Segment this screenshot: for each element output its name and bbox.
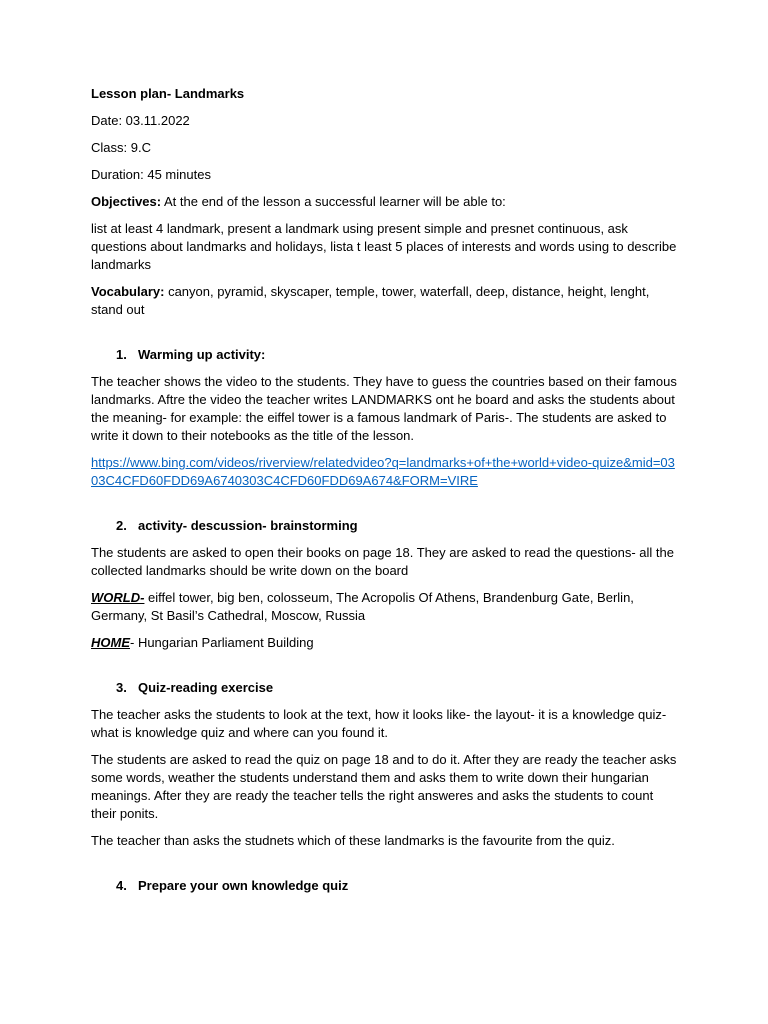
vocabulary-label: Vocabulary: [91,284,165,299]
section-number: 4. [116,878,127,893]
vocabulary-paragraph [91,283,681,319]
section-heading-3 [91,679,681,697]
vocabulary-text: canyon, pyramid, skyscaper, temple, tower, waterfall, deep, distance, height, lenght, stand out [91,284,650,317]
section-number: 1. [116,347,127,362]
lesson-class: Class: 9.C [91,140,151,155]
home-landmarks [91,634,681,652]
video-link-paragraph [91,454,681,490]
section-heading-1 [91,346,681,364]
section-number: 3. [116,680,127,695]
objectives-text: At the end of the lesson a successful learner will be able to: [161,194,506,209]
world-landmarks [91,589,681,625]
section-3-paragraph: The teacher than asks the studnets which of these landmarks is the favourite from the quiz. [91,833,615,848]
spacer [91,499,681,517]
section-heading-2 [91,517,681,535]
world-text: eiffel tower, big ben, colosseum, The Acropolis Of Athens, Brandenburg Gate, Berlin, Germany, St Basil’s Cathedral, Moscow, Russia [91,590,634,623]
world-label: WORLD- [91,590,145,605]
section-number: 2. [116,518,127,533]
lesson-date: Date: 03.11.2022 [91,113,190,128]
section-title: Prepare your own knowledge quiz [138,878,349,893]
section-title: Quiz-reading exercise [138,680,274,695]
spacer [91,661,681,679]
section-3-paragraph: The teacher asks the students to look at the text, how it looks like- the layout- it is a knowledge quiz- what is knowledge quiz and where can you found it. [91,707,667,740]
section-title: activity- descussion- brainstorming [138,518,358,533]
home-text: - Hungarian Parliament Building [130,635,314,650]
section-3-paragraph: The students are asked to read the quiz on page 18 and to do it. After they are ready the teacher asks some words, weather the students understand them and asks them to write down their hungarian meanings. After they are ready the teacher tells the right answeres and asks the students to count their ponits. [91,752,677,821]
document-page [91,85,681,904]
document-title: Lesson plan- Landmarks [91,86,245,101]
spacer [91,859,681,877]
section-2-paragraph: The students are asked to open their books on page 18. They are asked to read the questions- all the collected landmarks should be write down on the board [91,545,674,578]
section-heading-4 [91,877,681,895]
section-title: Warming up activity: [138,347,266,362]
objectives-label: Objectives: [91,194,162,209]
objectives-paragraph [91,193,681,211]
home-label: HOME [91,635,130,650]
video-link[interactable]: https://www.bing.com/videos/riverview/relatedvideo?q=landmarks+of+the+world+video-quize&mid=0303C4CFD60FDD69A6740303C4CFD60FDD69A674&FORM=VIRE [91,455,675,488]
objectives-details: list at least 4 landmark, present a landmark using present simple and presnet continuous, ask questions about landmarks and holidays, lista t least 5 places of interests and words using to describe landmarks [91,221,677,272]
spacer [91,328,681,346]
section-1-paragraph: The teacher shows the video to the students. They have to guess the countries based on their famous landmarks. Aftre the video the teacher writes LANDMARKS ont he board and asks the students about the meaning- for example: the eiffel tower is a famous landmark of Paris-. The students are asked to write it down to their notebooks as the title of the lesson. [91,374,677,443]
lesson-duration: Duration: 45 minutes [91,167,211,182]
